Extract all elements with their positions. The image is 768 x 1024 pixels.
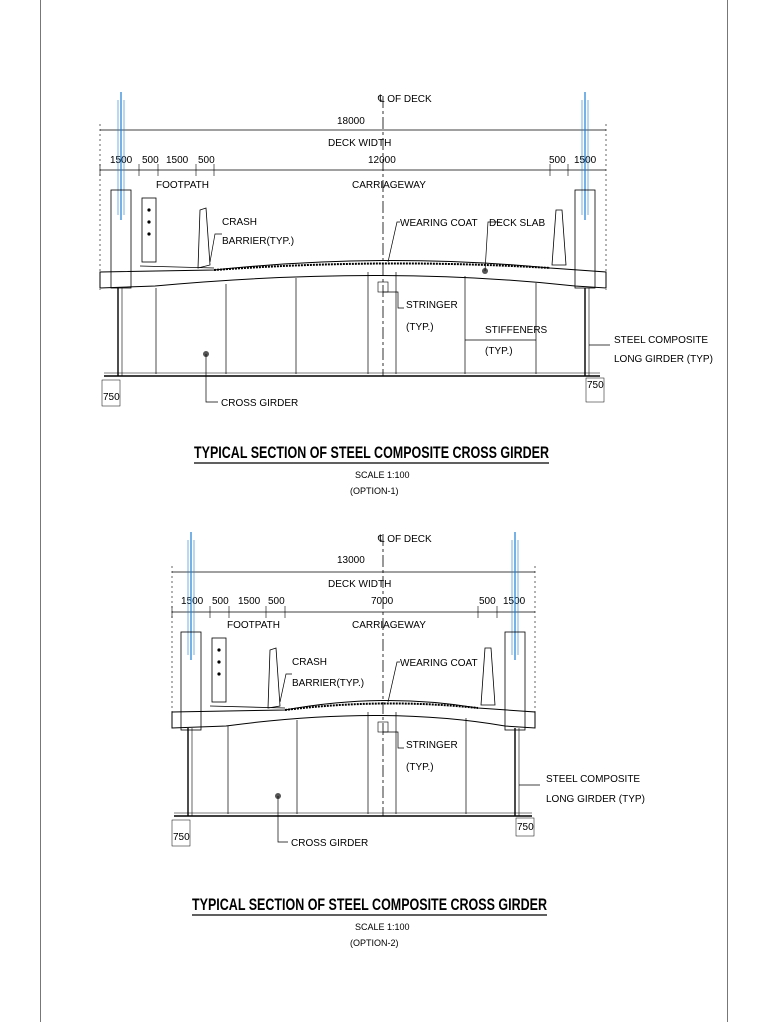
stringer-label-2: (TYP.) [406, 322, 434, 333]
crash-barrier-label-1: CRASH [222, 217, 258, 228]
cross-girder-label: CROSS GIRDER [221, 398, 299, 409]
dim-footpath-edge-right: 1500 [574, 155, 597, 166]
dim-gap-left-2: 500 [198, 155, 215, 166]
dim-carriageway: 12000 [368, 155, 396, 166]
long-girder-label-1: STEEL COMPOSITE [546, 774, 641, 785]
section-title: TYPICAL SECTION OF STEEL COMPOSITE CROSS GIRDER [194, 443, 549, 462]
section-option-2 [172, 532, 645, 948]
dim-gap-left-1: 500 [142, 155, 159, 166]
total-width-dim: 18000 [337, 116, 365, 127]
deck-width-label: DECK WIDTH [328, 138, 392, 149]
dim-footpath-edge-left: 1500 [181, 596, 204, 607]
stiffeners-label-2: (TYP.) [485, 346, 513, 357]
dim-footpath-left: 1500 [238, 596, 261, 607]
right-girder-width-dim: 750 [587, 380, 604, 391]
dim-footpath-edge-right: 1500 [503, 596, 526, 607]
cross-girder-label: CROSS GIRDER [291, 838, 369, 849]
deck-width-label: DECK WIDTH [328, 579, 392, 590]
stiffeners-label-1: STIFFENERS [485, 325, 548, 336]
crash-barrier-label-2: BARRIER(TYP.) [222, 236, 295, 247]
railing-post [142, 198, 156, 262]
stiffeners [156, 272, 536, 374]
stringer-label-2: (TYP.) [406, 762, 434, 773]
deck-slab [172, 700, 535, 728]
crash-barrier-left [268, 648, 280, 708]
footpath-label: FOOTPATH [156, 180, 209, 191]
crash-barrier-label-1: CRASH [292, 657, 328, 668]
stringer-label-1: STRINGER [406, 300, 458, 311]
crash-barrier-left [198, 208, 210, 268]
option-label: (OPTION-1) [350, 486, 399, 496]
long-girder-label-1: STEEL COMPOSITE [614, 335, 709, 346]
section-title: TYPICAL SECTION OF STEEL COMPOSITE CROSS GIRDER [192, 895, 547, 914]
option-label: (OPTION-2) [350, 938, 399, 948]
crash-barrier-right [481, 648, 495, 705]
railing-post [212, 638, 226, 702]
dim-footpath-left: 1500 [166, 155, 189, 166]
dim-gap-left-1: 500 [212, 596, 229, 607]
crash-barrier-label-2: BARRIER(TYP.) [292, 678, 365, 689]
wearing-coat-label: WEARING COAT [400, 658, 478, 669]
left-girder-width-dim: 750 [103, 392, 120, 403]
footpath-label: FOOTPATH [227, 620, 280, 631]
centerline-label: ℄ OF DECK [378, 534, 432, 545]
scale-label: SCALE 1:100 [355, 922, 410, 932]
dim-gap-right: 500 [549, 155, 566, 166]
crash-barrier-right [552, 210, 566, 265]
wearing-coat-label: WEARING COAT [400, 218, 478, 229]
deck-slab-label: DECK SLAB [489, 218, 546, 229]
stringer-label-1: STRINGER [406, 740, 458, 751]
right-girder-width-dim: 750 [517, 822, 534, 833]
dim-gap-left-2: 500 [268, 596, 285, 607]
wearing-coat [285, 703, 478, 710]
dim-carriageway: 7000 [371, 596, 394, 607]
long-girder-label-2: LONG GIRDER (TYP) [546, 794, 645, 805]
scale-label: SCALE 1:100 [355, 470, 410, 480]
section-option-1 [100, 92, 713, 496]
total-width-dim: 13000 [337, 555, 365, 566]
carriageway-label: CARRIAGEWAY [352, 180, 426, 191]
centerline-label: ℄ OF DECK [378, 94, 432, 105]
carriageway-label: CARRIAGEWAY [352, 620, 426, 631]
long-girder-label-2: LONG GIRDER (TYP) [614, 354, 713, 365]
dim-footpath-edge-left: 1500 [110, 155, 133, 166]
left-girder-width-dim: 750 [173, 832, 190, 843]
dim-gap-right: 500 [479, 596, 496, 607]
